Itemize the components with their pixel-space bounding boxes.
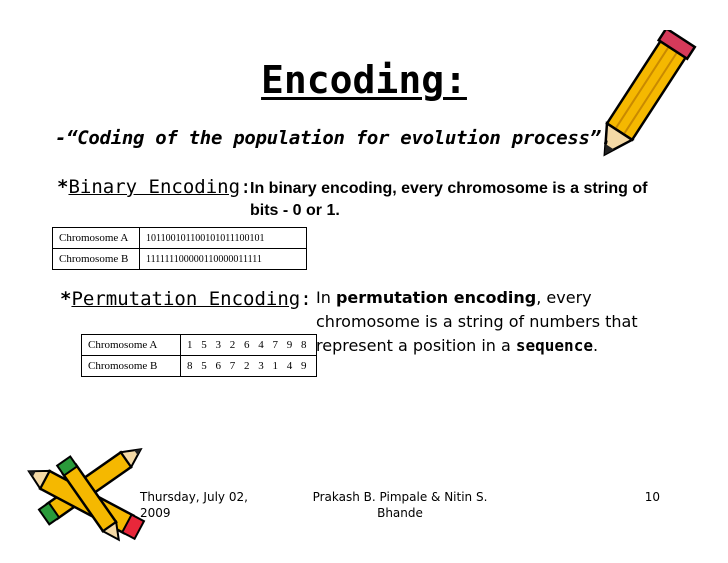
desc-term: permutation encoding — [335, 288, 537, 307]
slide-title-text: Encoding: — [261, 58, 467, 102]
chromosome-value: 8 5 6 7 2 3 1 4 9 — [181, 356, 317, 377]
permutation-heading-prefix: * — [60, 288, 72, 310]
binary-heading-colon: : — [240, 176, 252, 198]
desc-mid: , every chromosome is a string of numbers that represent a position in a — [316, 288, 638, 355]
permutation-encoding-description — [316, 286, 676, 358]
footer-date: Thursday, July 02, 2009 — [140, 490, 248, 520]
table-row — [53, 228, 307, 249]
permutation-heading-colon: : — [300, 288, 312, 310]
chromosome-value: 1 5 3 2 6 4 7 9 8 — [181, 335, 317, 356]
permutation-chromosome-table — [81, 334, 317, 377]
permutation-heading-text: Permutation Encoding — [71, 288, 301, 310]
chromosome-label: Chromosome B — [82, 356, 181, 377]
desc-end: . — [592, 336, 599, 355]
binary-heading-prefix: * — [57, 176, 69, 198]
permutation-encoding-heading — [60, 288, 312, 310]
pencil-icon — [580, 30, 700, 175]
chromosome-value: 111111100000110000011111 — [140, 249, 307, 270]
footer-author: Prakash B. Pimpale & Nitin S. Bhande — [312, 490, 488, 520]
definition-quote: -“Coding of the population for evolution process”. — [55, 127, 612, 149]
chromosome-label: Chromosome A — [53, 228, 140, 249]
binary-encoding-description: In binary encoding, every chromosome is a string of bits - 0 or 1. — [250, 180, 648, 219]
binary-chromosome-table — [52, 227, 307, 270]
desc-term2: sequence — [515, 336, 593, 355]
table-row — [82, 335, 317, 356]
pencils-icon — [25, 425, 160, 545]
chromosome-label: Chromosome B — [53, 249, 140, 270]
binary-heading-text: Binary Encoding — [68, 176, 241, 198]
chromosome-value: 101100101100101011100101 — [140, 228, 307, 249]
binary-encoding-heading — [57, 176, 252, 198]
slide-title — [0, 58, 728, 102]
table-row — [53, 249, 307, 270]
table-row — [82, 356, 317, 377]
chromosome-label: Chromosome A — [82, 335, 181, 356]
desc-pre: In — [316, 288, 336, 307]
page-number: 10 — [644, 490, 660, 504]
